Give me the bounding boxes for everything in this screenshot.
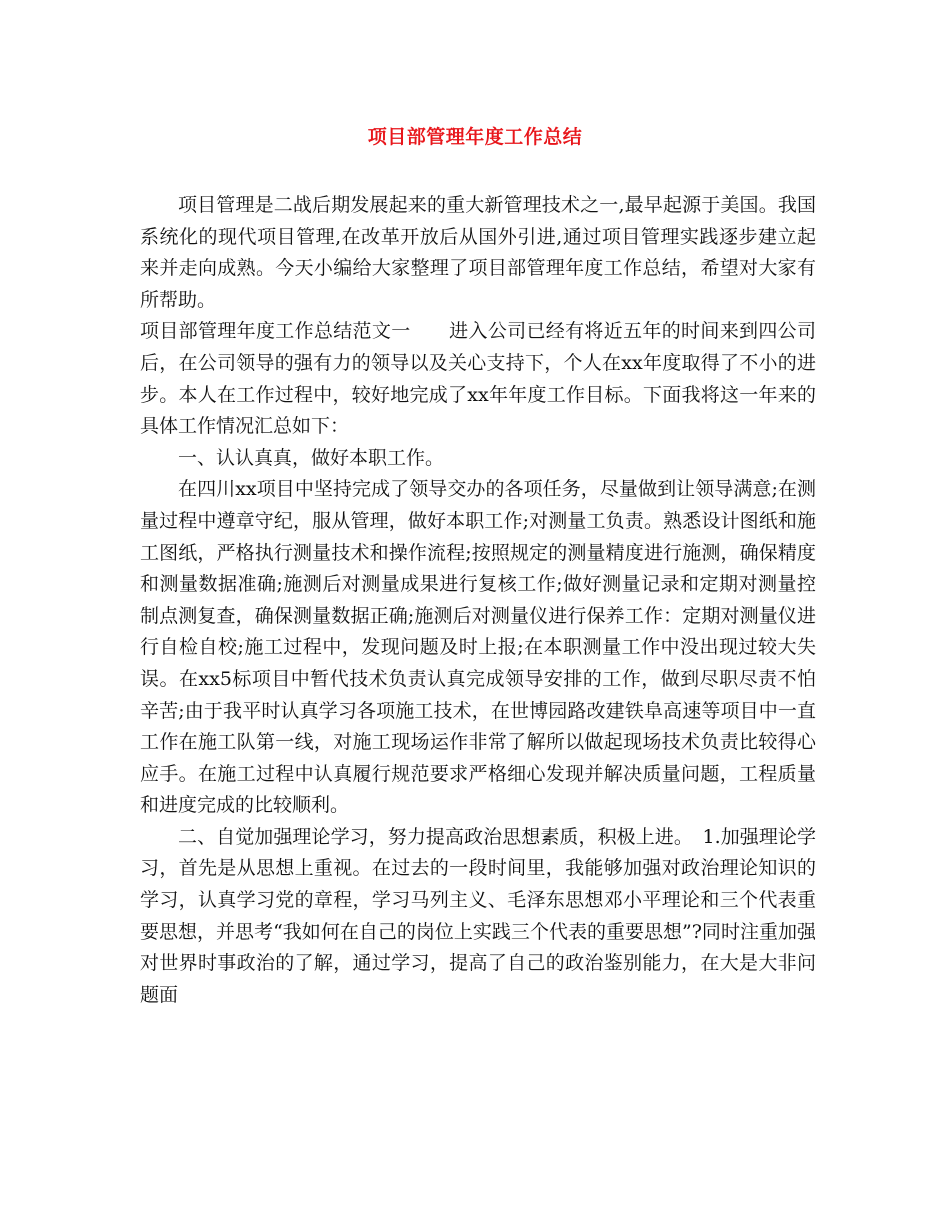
- paragraph-sample-one: 项目部管理年度工作总结范文一 进入公司已经有将近五年的时间来到四公司后，在公司领导的强有力的领导以及关心支持下，个人在xx年度取得了不小的进步。本人在工作过程中，较好地完成了xx年年度工作目标。下面我将这一年来的具体工作情况汇总如下：: [140, 320, 816, 438]
- paragraph-theory-study: 二、自觉加强理论学习，努力提高政治思想素质，积极上进。 1.加强理论学习，首先是从思想上重视。在过去的一段时间里，我能够加强对政治理论知识的学习，认真学习党的章程，学习马列主义、毛泽东思想邓小平理论和三个代表重要思想，并思考“我如何在自己的岗位上实践三个代表的重要思想”?同时注重加强对世界时事政治的了解，通过学习，提高了自己的政治鉴别能力，在大是大非问题面: [140, 825, 816, 1006]
- document-body: [140, 190, 816, 1011]
- document-title: 项目部管理年度工作总结: [367, 126, 583, 148]
- paragraph-work-detail: 在四川xx项目中坚持完成了领导交办的各项任务，尽量做到让领导满意;在测量过程中遵章守纪，服从管理，做好本职工作;对测量工负责。熟悉设计图纸和施工图纸，严格执行测量技术和操作流程;按照规定的测量精度进行施测，确保精度和测量数据准确;施测后对测量成果进行复核工作;做好测量记录和定期对测量控制点测复查，确保测量数据正确;施测后对测量仪进行保养工作：定期对测量仪进行自检自校;施工过程中，发现问题及时上报;在本职测量工作中没出现过较大失误。在xx5标项目中暂代技术负责认真完成领导安排的工作，做到尽职尽责不怕辛苦;由于我平时认真学习各项施工技术，在世博园路改建铁阜高速等项目中一直工作在施工队第一线，对施工现场运作非常了解所以做起现场技术负责比较得心应手。在施工过程中认真履行规范要求严格细心发现并解决质量问题，工程质量和进度完成的比较顺利。: [140, 478, 816, 817]
- paragraph-intro: 项目管理是二战后期发展起来的重大新管理技术之一,最早起源于美国。我国系统化的现代项目管理,在改革开放后从国外引进,通过项目管理实践逐步建立起来并走向成熟。今天小编给大家整理了项目部管理年度工作总结，希望对大家有所帮助。: [140, 194, 816, 311]
- section-heading-one: 一、认认真真，做好本职工作。: [178, 446, 445, 469]
